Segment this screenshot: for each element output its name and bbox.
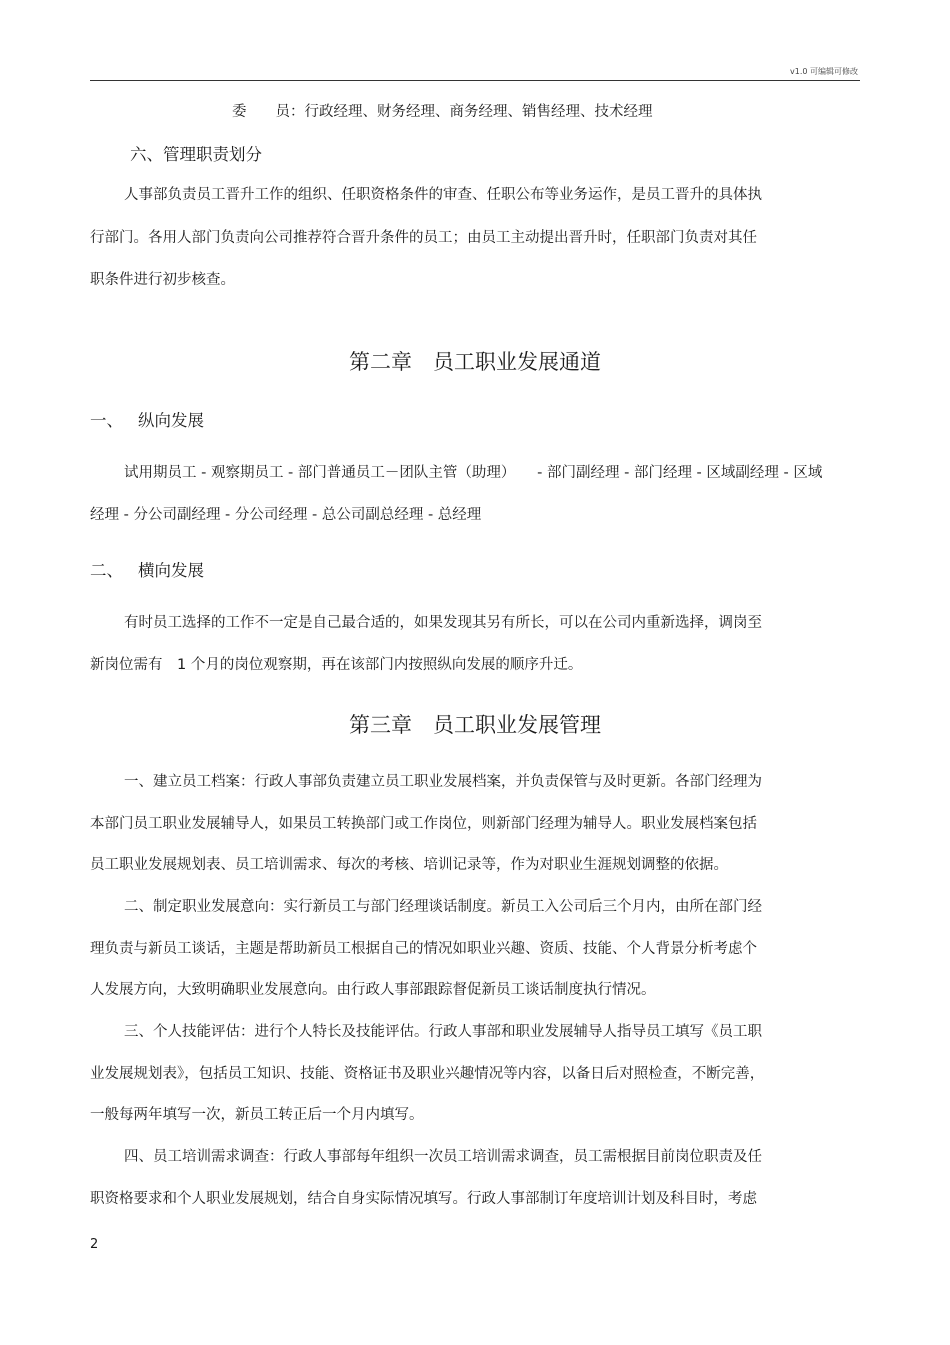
horizontal-line-1: 有时员工选择的工作不一定是自己最合适的，如果发现其另有所长，可以在公司内重新选择，调岗至 [124,615,762,631]
paragraph-4-line-2: 职资格要求和个人职业发展规划，结合自身实际情况填写。行政人事部制订年度培训计划及科目时，考虑 [90,1191,757,1207]
paragraph-4-line-1: 四、员工培训需求调查：行政人事部每年组织一次员工培训需求调查，员工需根据目前岗位职责及任 [124,1149,762,1165]
paragraph-1-line-3: 员工职业发展规划表、员工培训需求、每次的考核、培训记录等，作为对职业生涯规划调整的依据。 [90,857,728,873]
horizontal-line-2: 新岗位需有 1 个月的岗位观察期，再在该部门内按照纵向发展的顺序升迁。 [90,657,583,673]
paragraph-2-line-1: 二、制定职业发展意向：实行新员工与部门经理谈话制度。新员工入公司后三个月内，由所在部门经 [124,899,762,915]
horizontal-title: 横向发展 [138,561,204,580]
section-6-line-2: 行部门。各用人部门负责向公司推荐符合晋升条件的员工；由员工主动提出晋升时，任职部门负责对其任 [90,230,757,246]
horizontal-number: 二、 [90,561,123,580]
chapter-2-title: 第二章 员工职业发展通道 [349,350,601,374]
paragraph-1-line-1: 一、建立员工档案：行政人事部负责建立员工职业发展档案，并负责保管与及时更新。各部门经理为 [124,774,762,790]
section-6-line-1: 人事部负责员工晋升工作的组织、任职资格条件的审查、任职公布等业务运作，是员工晋升的具体执 [124,187,762,203]
vertical-line-2: 经理 - 分公司副经理 - 分公司经理 - 总公司副总经理 - 总经理 [90,507,482,523]
chapter-3-title: 第三章 员工职业发展管理 [349,713,601,737]
section-6-title: 六、管理职责划分 [130,145,262,164]
vertical-number: 一、 [90,411,123,430]
paragraph-3-line-2: 业发展规划表》，包括员工知识、技能、资格证书及职业兴趣情况等内容，以备日后对照检查，不断完善， [90,1066,765,1082]
paragraph-1-line-2: 本部门员工职业发展辅导人，如果员工转换部门或工作岗位，则新部门经理为辅导人。职业发展档案包括 [90,816,757,832]
vertical-line-1: 试用期员工 - 观察期员工 - 部门普通员工－团队主管（助理） - 部门副经理 - 部门经理 - 区域副经理 - 区域 [124,465,823,481]
paragraph-3-line-3: 一般每两年填写一次，新员工转正后一个月内填写。 [90,1107,424,1123]
paragraph-2-line-3: 人发展方向，大致明确职业发展意向。由行政人事部跟踪督促新员工谈话制度执行情况。 [90,982,656,998]
header-rule [90,80,860,81]
version-label: v1.0 可编辑可修改 [790,67,858,76]
page-number: 2 [90,1237,99,1252]
section-6-line-3: 职条件进行初步核查。 [90,272,235,288]
vertical-title: 纵向发展 [138,411,204,430]
paragraph-2-line-2: 理负责与新员工谈话，主题是帮助新员工根据自己的情况如职业兴趣、资质、技能、个人背景分析考虑个 [90,941,757,957]
paragraph-3-line-1: 三、个人技能评估：进行个人特长及技能评估。行政人事部和职业发展辅导人指导员工填写《员工职 [124,1024,762,1040]
committee-line: 委 员：行政经理、财务经理、商务经理、销售经理、技术经理 [232,104,653,120]
